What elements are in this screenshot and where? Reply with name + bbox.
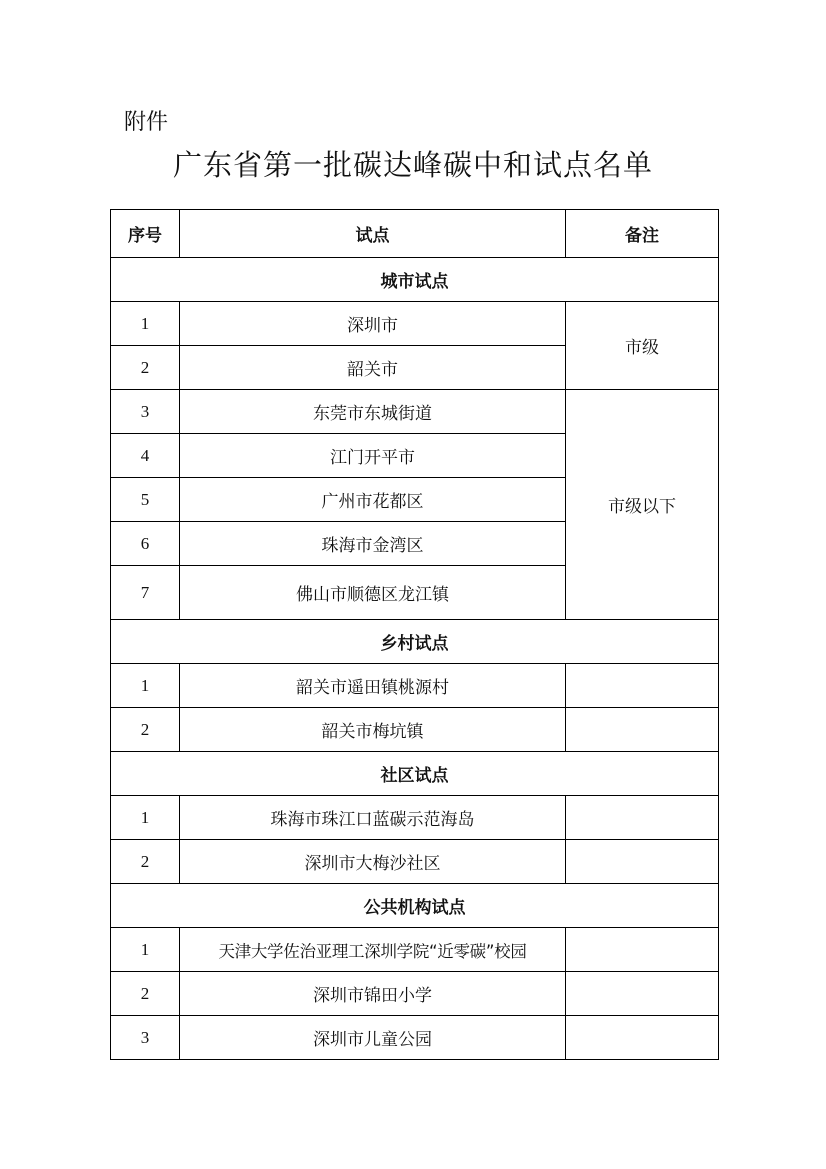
remark-cell [566, 840, 719, 884]
remark-cell [566, 708, 719, 752]
header-serial-number: 序号 [111, 210, 180, 258]
section-row-community [111, 752, 719, 796]
pilot-name: 江门开平市 [180, 434, 566, 478]
table-row [111, 708, 719, 752]
table-row [111, 1016, 719, 1060]
header-remarks: 备注 [566, 210, 719, 258]
pilot-name: 韶关市 [180, 346, 566, 390]
row-number: 2 [111, 346, 180, 390]
remark-cell [566, 972, 719, 1016]
pilot-name: 深圳市锦田小学 [180, 972, 566, 1016]
section-row-city [111, 258, 719, 302]
table-row [111, 664, 719, 708]
remark-cell [566, 664, 719, 708]
table-row [111, 390, 719, 434]
table-header-row [111, 210, 719, 258]
row-number: 1 [111, 664, 180, 708]
section-title-city: 城市试点 [111, 258, 719, 302]
pilot-name: 深圳市儿童公园 [180, 1016, 566, 1060]
section-title-village: 乡村试点 [111, 620, 719, 664]
row-number: 2 [111, 840, 180, 884]
section-row-village [111, 620, 719, 664]
section-row-public-institution [111, 884, 719, 928]
row-number: 5 [111, 478, 180, 522]
pilot-name: 韶关市梅坑镇 [180, 708, 566, 752]
row-number: 2 [111, 708, 180, 752]
pilot-name: 珠海市珠江口蓝碳示范海岛 [180, 796, 566, 840]
pilot-list-table [110, 209, 719, 1060]
section-title-community: 社区试点 [111, 752, 719, 796]
section-title-public-institution: 公共机构试点 [111, 884, 719, 928]
row-number: 7 [111, 566, 180, 620]
row-number: 1 [111, 302, 180, 346]
remark-cell [566, 928, 719, 972]
remark-cell [566, 1016, 719, 1060]
table-row [111, 972, 719, 1016]
table-row [111, 302, 719, 346]
remark-below-city-level: 市级以下 [566, 390, 719, 620]
row-number: 1 [111, 796, 180, 840]
document-title: 广东省第一批碳达峰碳中和试点名单 [172, 148, 653, 182]
table-row [111, 928, 719, 972]
pilot-name: 广州市花都区 [180, 478, 566, 522]
row-number: 2 [111, 972, 180, 1016]
row-number: 4 [111, 434, 180, 478]
pilot-name: 佛山市顺德区龙江镇 [180, 566, 566, 620]
attachment-label: 附件 [124, 110, 169, 135]
pilot-name: 深圳市大梅沙社区 [180, 840, 566, 884]
pilot-name: 天津大学佐治亚理工深圳学院“近零碳”校园 [180, 928, 566, 972]
remark-city-level: 市级 [566, 302, 719, 390]
pilot-name: 深圳市 [180, 302, 566, 346]
table-row [111, 796, 719, 840]
row-number: 6 [111, 522, 180, 566]
pilot-name: 东莞市东城街道 [180, 390, 566, 434]
header-pilot: 试点 [180, 210, 566, 258]
pilot-name: 韶关市遥田镇桃源村 [180, 664, 566, 708]
table-row [111, 840, 719, 884]
row-number: 1 [111, 928, 180, 972]
pilot-name: 珠海市金湾区 [180, 522, 566, 566]
row-number: 3 [111, 1016, 180, 1060]
remark-cell [566, 796, 719, 840]
row-number: 3 [111, 390, 180, 434]
